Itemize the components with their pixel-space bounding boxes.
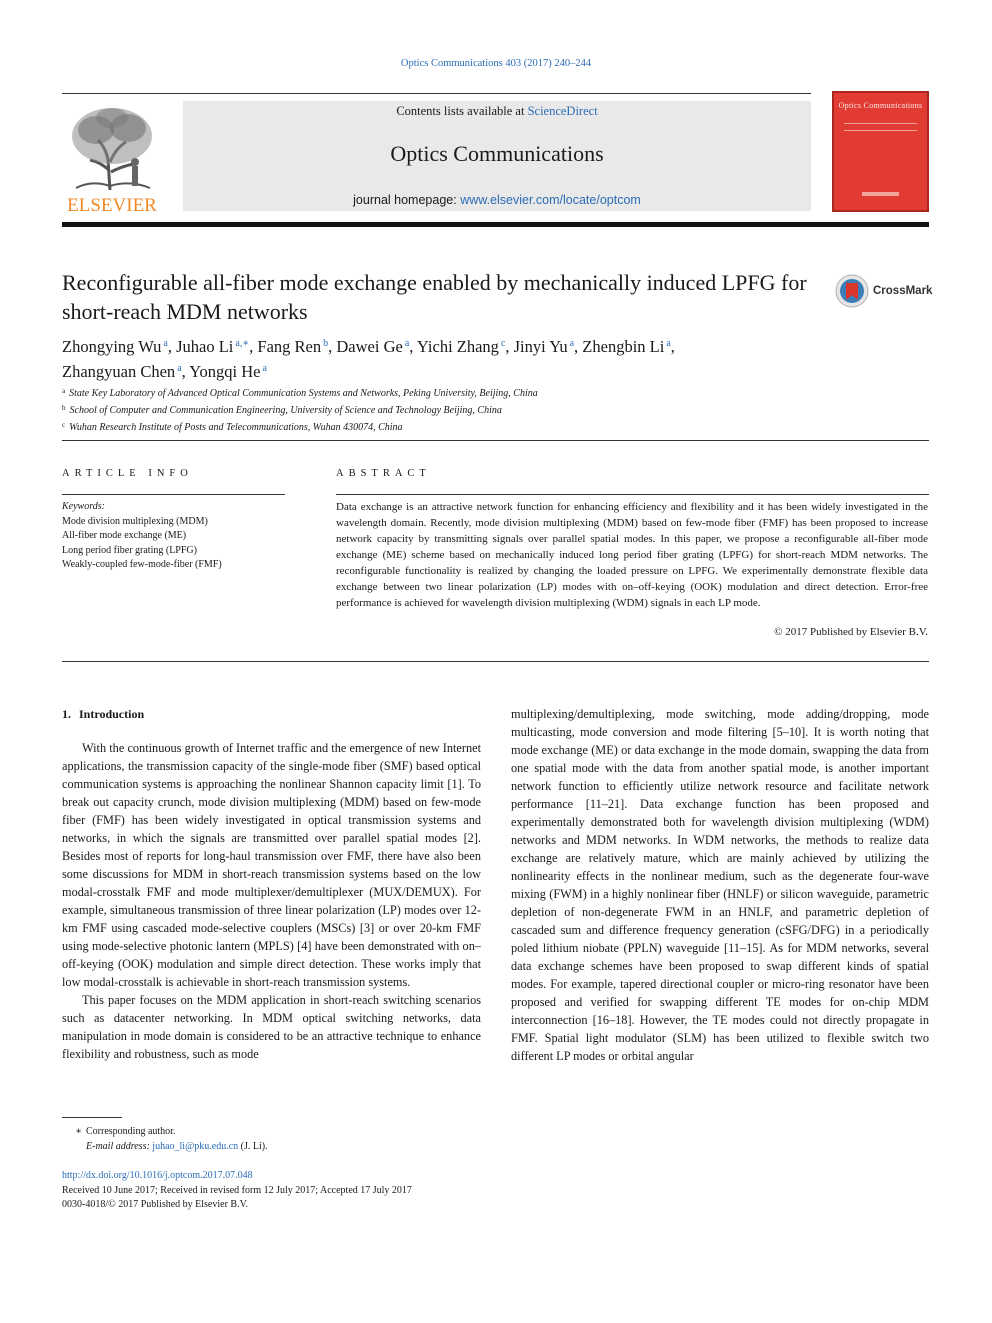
abstract-heading: ABSTRACT <box>336 468 431 479</box>
affiliation-mark: c <box>62 421 66 429</box>
section-divider <box>62 440 929 441</box>
abstract-text: Data exchange is an attractive network function for enhancing efficiency and flexibility and it has been widely investigated in the wavelength domain. Recently, mode division multiplexing (MDM) based on few-mode fiber (FMF) has been proposed to increase network capacity by transmitting signals over parallel spatial modes. In this paper, we propose a reconfigurable all-fiber mode exchange (ME) scheme based on mechanically induced long period fiber grating (LPFG) for short-reach MDM networks. The reconfigurable functionality is realized by changing the loaded pressure on LPFG. We experimentally demonstrate flexible data exchange between two linear polarization (LP) modes with on–off-keying (OOK) modulation and direct detection. Error-free performance is achieved for wavelength division multiplexing (WDM) signals in each LP mode. <box>336 501 928 609</box>
header-bottom-rule <box>62 222 929 227</box>
elsevier-logo <box>62 100 162 215</box>
homepage-prefix: journal homepage: <box>353 193 461 207</box>
author-name[interactable]: Zhongying Wu <box>62 337 162 356</box>
author-affiliation-marker[interactable]: a <box>404 338 410 349</box>
section-number: 1. <box>62 707 71 721</box>
crossmark-label: CrossMark <box>873 285 933 297</box>
affiliation-mark: a <box>62 387 66 395</box>
intro-paragraph-2-continued: multiplexing/demultiplexing, mode switching, mode adding/dropping, mode multicasting, mode conversion and mode filtering [5–10]. It is worth noting that mode exchange (ME) or data exchange in the mode domain, swapping the data from one spatial mode with the data from another spatial mode, is another important network function to efficiently utilize network resource and facilitate network performance [11–21]. Data exchange function has been proposed and experimentally demonstrated both for wavelength division multiplexing (WDM) networks and MDM networks. In WDM networks, the methods to realize data exchange are relatively mature, which are mainly achieved by utilizing the nonlinearity effects in the nonlinear medium, such as the degenerate four-wave mixing (FWM) in a highly nonlinear fiber (HNLF) or silicon waveguide, parametric depletion of non-degenerate FWM in an HNLF, and parametric depletion of cascaded sum and difference frequency generation (cSFG/DFG) in a periodically poled lithium niobate (PPLN) waveguide [11–15]. As for MDM networks, several data exchange schemes have been proposed to swap different kinds of spatial modes. For example, tapered directional coupler or micro-ring resonator have been proposed and verified for swapping different TE modes for on-chip MDM interconnection [16–18]. However, the TE modes could not directly propagate in FMF. Spatial light modulator (SLM) has been utilized to flexible switch two different LP modes or orbital angular <box>511 707 929 1063</box>
author-affiliation-marker[interactable]: b <box>323 338 329 349</box>
article-title: Reconfigurable all-fiber mode exchange enabled by mechanically induced LPFG for short-reach MDM networks <box>62 270 807 324</box>
article-info-rule <box>62 494 285 495</box>
contents-line <box>183 104 811 119</box>
affiliation-text: State Key Laboratory of Advanced Optical Communication Systems and Networks, Peking University, Beijing, China <box>69 388 538 399</box>
footnote-mark: ∗ <box>75 1126 82 1137</box>
author-affiliation-marker[interactable]: a,∗ <box>235 338 250 349</box>
author-name[interactable]: Dawei Ge <box>336 337 403 356</box>
corresponding-author-footnote <box>62 1124 482 1154</box>
issn-line: 0030-4018/© 2017 Published by Elsevier B.V. <box>62 1199 249 1210</box>
affiliation-text: Wuhan Research Institute of Posts and Telecommunications, Wuhan 430074, China <box>69 422 403 433</box>
header-top-rule <box>62 93 811 94</box>
author-name[interactable]: Zhengbin Li <box>582 337 665 356</box>
journal-citation[interactable]: Optics Communications 403 (2017) 240–244 <box>400 58 592 69</box>
abstract-rule <box>336 494 929 495</box>
email-label: E-mail address: <box>86 1141 150 1152</box>
cover-footer-mark <box>862 192 899 196</box>
keyword-item: Weakly-coupled few-mode-fiber (FMF) <box>62 559 222 570</box>
intro-paragraph-1: With the continuous growth of Internet traffic and the emergence of new Internet applications, the transmission capacity of the single-mode fiber (SMF) based optical communication systems is approaching the nonlinear Shannon capacity limit [1]. To break out capacity crunch, mode division multiplexing (MDM) based on few-mode fiber (FMF) has been widely investigated in optical transmission systems and networks, in which the signals are transmitted over parallel spatial modes [2]. Besides most of reports for long-haul transmission over FMF, there have also been some discussions for MDM in short-reach transmission systems based on the low modal-crosstalk FMF and mode multiplexer/demultiplexer (MUX/DEMUX). For example, simultaneous transmission of three linear polarization (LP) modes over 12-km FMF using cascaded mode-selective couplers (MSCs) [3] or over 20-km FMF using mode-selective photonic lantern (MPLS) [4] have been demonstrated with on–off-keying (OOK) modulation and simple direct detection. These works imply that low modal-crosstalk is achievable in short-reach transmission systems. <box>62 741 481 989</box>
keyword-item: Mode division multiplexing (MDM) <box>62 515 208 527</box>
affiliation-mark: b <box>62 404 66 412</box>
cover-title: Optics Communications <box>838 101 923 110</box>
footnote-rule <box>62 1117 122 1118</box>
crossmark-icon <box>835 274 869 308</box>
keywords-block <box>62 500 292 573</box>
author-name[interactable]: Fang Ren <box>257 337 322 356</box>
section-title: Introduction <box>79 707 145 721</box>
intro-paragraph-2: This paper focuses on the MDM application in short-reach switching scenarios such as datacenter networking. In MDM optical switching networks, data manipulation in mode domain is considered to be an attractive technique to enhance flexibility and robustness, such as mode <box>62 993 481 1061</box>
body-column-left <box>62 739 481 1063</box>
author-affiliation-marker[interactable]: a <box>262 363 267 374</box>
author-affiliation-marker[interactable]: a <box>666 338 671 349</box>
contents-prefix: Contents lists available at <box>396 104 528 118</box>
footnote-text: Corresponding author. <box>86 1126 176 1137</box>
author-name[interactable]: Yichi Zhang <box>416 337 499 356</box>
author-name[interactable]: Jinyi Yu <box>513 337 568 356</box>
author-name[interactable]: Yongqi He <box>189 362 261 381</box>
author-affiliation-marker[interactable]: a <box>569 338 575 349</box>
author-name[interactable]: Zhangyuan Chen <box>62 362 176 381</box>
elsevier-tree-icon <box>62 100 162 215</box>
elsevier-wordmark: ELSEVIER <box>67 195 157 215</box>
author-affiliation-marker[interactable]: c <box>500 338 506 349</box>
received-dates: Received 10 June 2017; Received in revised form 12 July 2017; Accepted 17 July 2017 <box>62 1184 412 1196</box>
section-heading-introduction <box>62 707 144 722</box>
abstract-copyright: © 2017 Published by Elsevier B.V. <box>774 626 928 638</box>
email-link[interactable]: juhao_li@pku.edu.cn <box>152 1141 239 1152</box>
abstract-end-rule <box>62 661 929 662</box>
keywords-label: Keywords: <box>62 501 105 512</box>
keyword-item: All-fiber mode exchange (ME) <box>62 530 187 541</box>
affiliation-item <box>62 401 882 418</box>
crossmark-badge[interactable] <box>835 274 935 310</box>
author-name[interactable]: Juhao Li <box>176 337 234 356</box>
cover-decoration <box>844 123 917 131</box>
affiliation-text: School of Computer and Communication Engineering, University of Science and Technology Beijing, China <box>69 405 502 416</box>
keyword-item: Long period fiber grating (LPFG) <box>62 544 197 556</box>
affiliation-item <box>62 418 882 435</box>
email-suffix: (J. Li). <box>238 1141 268 1152</box>
body-column-right <box>511 705 929 1065</box>
doi-link[interactable]: http://dx.doi.org/10.1016/j.optcom.2017.07.048 <box>62 1170 253 1181</box>
article-info-heading: ARTICLE INFO <box>62 468 193 479</box>
homepage-link[interactable]: www.elsevier.com/locate/optcom <box>460 193 641 207</box>
author-affiliation-marker[interactable]: a <box>177 363 182 374</box>
author-affiliation-marker[interactable]: a <box>163 338 168 349</box>
sciencedirect-link[interactable]: ScienceDirect <box>527 104 598 118</box>
affiliation-item <box>62 384 882 401</box>
journal-cover-thumbnail[interactable] <box>832 91 929 212</box>
affiliation-list <box>62 384 882 435</box>
journal-header <box>183 101 811 211</box>
author-list: Zhongying Wu $^a$, Juhao Li $^{a,∗}$, Fang Ren $^b$, Dawei Ge $^a$, Yichi Zhang $^c$, Jinyi Yu $^a$, Zhengbin Li $^a$, Zhangyuan Chen $^a$, Yongqi He $^a$ <box>62 337 675 381</box>
homepage-line <box>183 193 811 207</box>
publication-info <box>62 1169 502 1213</box>
journal-name: Optics Communications <box>390 141 604 166</box>
